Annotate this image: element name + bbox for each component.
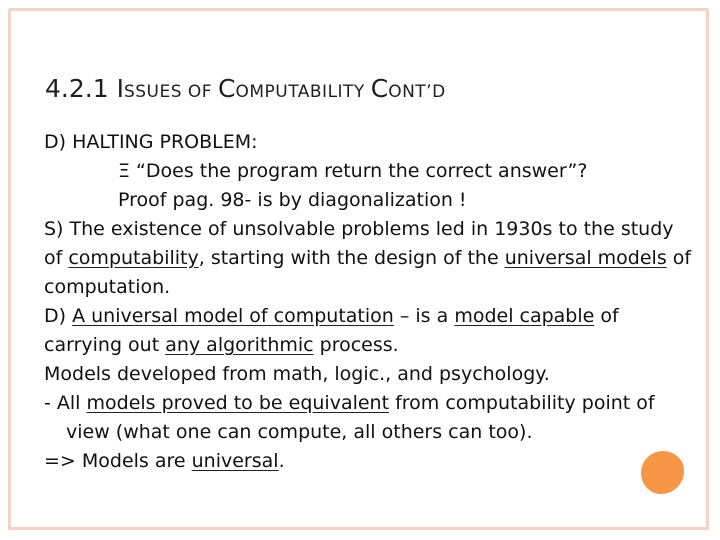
proof-note: Proof pag. 98- is by diagonalization !: [118, 189, 467, 211]
unsolvable-problems-paragraph: S) The existence of unsolvable problems led in 1930s to the study of computability, starting with the design of the universal models of computation.: [44, 218, 692, 298]
slide-body: [44, 128, 694, 476]
slide-title: 4.2.1 ISSUES OF COMPUTABILITY CONT’D: [45, 74, 446, 103]
universal-model-definition: D) A universal model of computation – is a model capable of carrying out any algorithmic process.: [44, 305, 619, 356]
models-origin-line: Models developed from math, logic., and psychology.: [44, 363, 550, 385]
equivalence-bullet: - All models proved to be equivalent from computability point of view (what one can compute, all others can too).: [44, 392, 655, 443]
halting-question: Ξ “Does the program return the correct answer”?: [118, 160, 588, 182]
halting-problem-heading: D) HALTING PROBLEM:: [44, 131, 258, 153]
decorative-circle-ring: [636, 446, 686, 496]
conclusion-line: => Models are universal.: [44, 450, 285, 472]
